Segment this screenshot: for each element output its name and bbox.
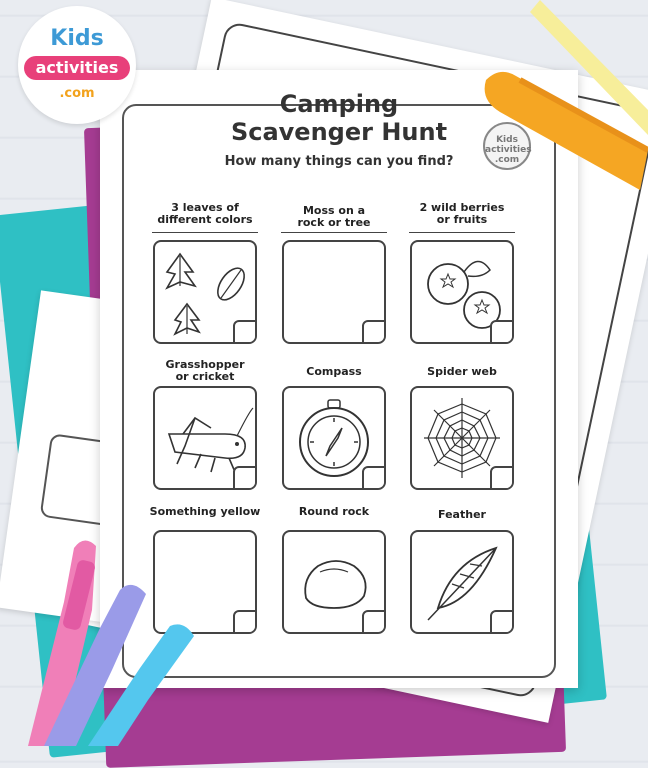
worksheet-title-line1: Camping	[279, 90, 399, 118]
item-label-yellow: Something yellow	[149, 505, 261, 518]
item-label-moss: Moss on a rock or tree	[297, 204, 371, 229]
item-label-grasshopper: Grasshopper or cricket	[165, 358, 245, 383]
item-label-rock: Round rock	[298, 505, 370, 518]
item-label-spider-web: Spider web	[427, 365, 497, 378]
worksheet-subtitle: How many things can you find?	[224, 154, 454, 169]
item-label-feather: Feather	[438, 508, 486, 521]
item-label-compass: Compass	[306, 365, 362, 378]
kids-activities-logo: Kids activities .com	[18, 6, 136, 124]
worksheet-title-line2: Scavenger Hunt	[230, 118, 448, 146]
kids-activities-stamp: Kids activities .com	[483, 122, 531, 170]
item-label-leaves: 3 leaves of different colors	[157, 201, 253, 226]
item-label-berries: 2 wild berries or fruits	[419, 201, 505, 226]
